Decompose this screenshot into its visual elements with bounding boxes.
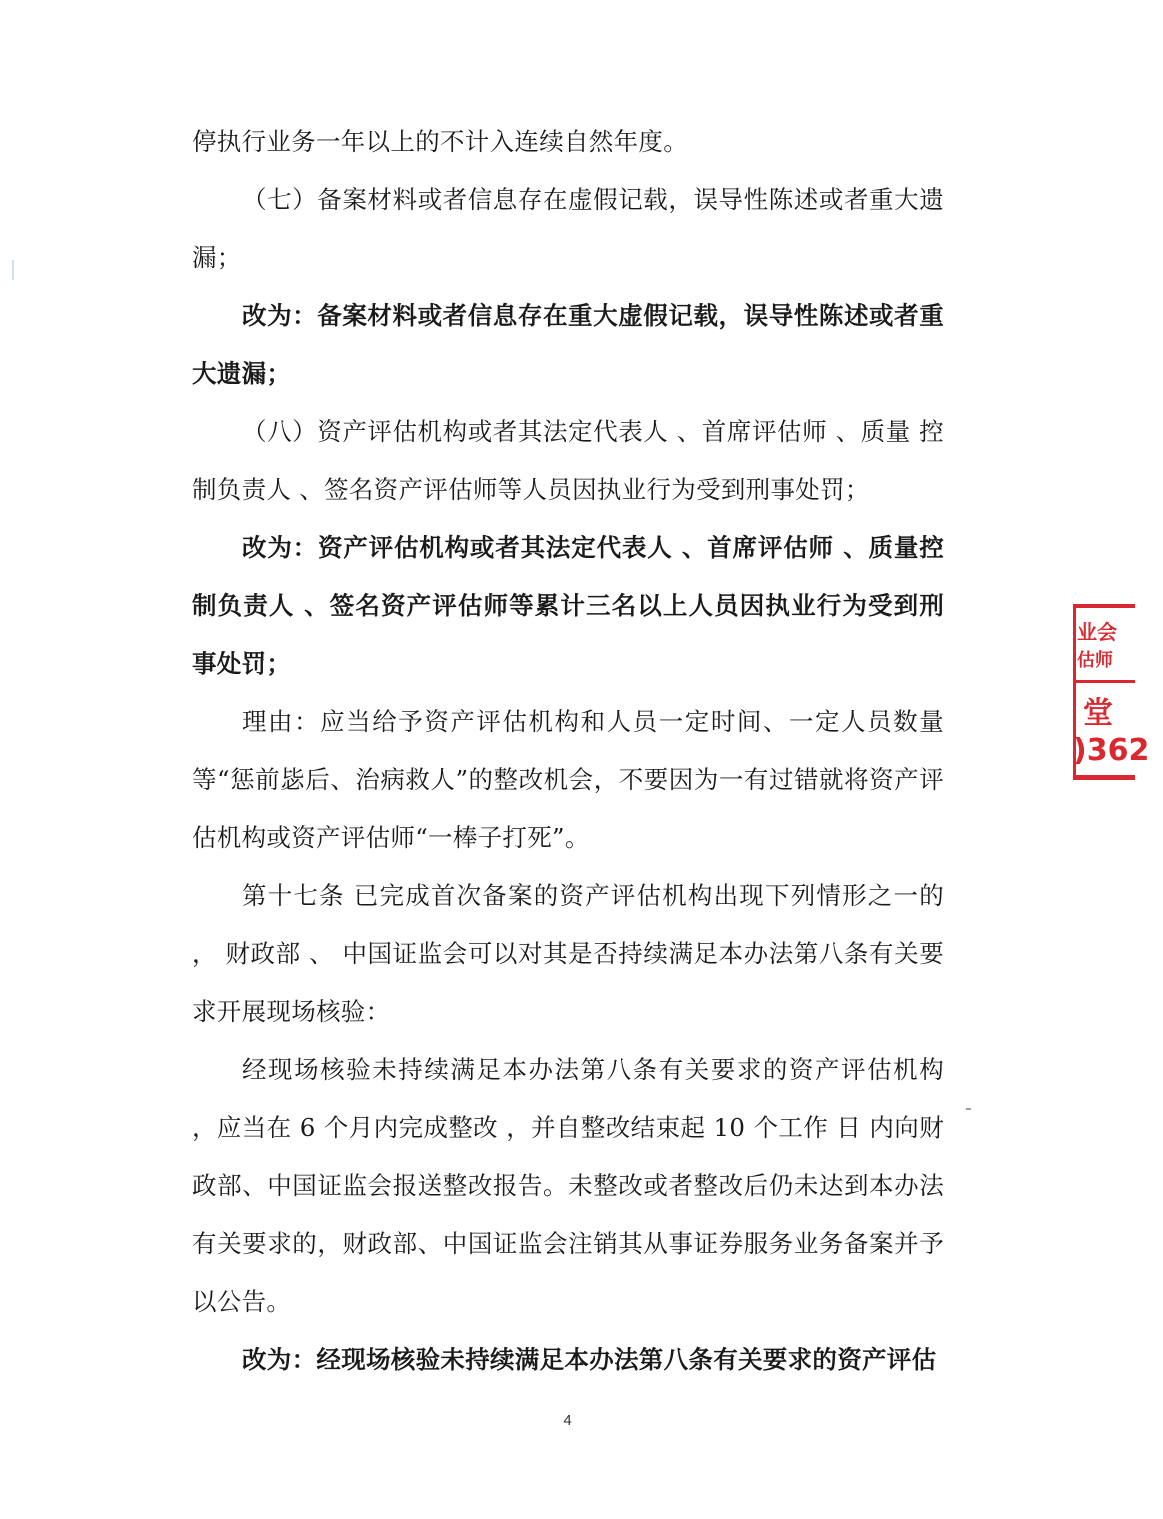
paragraph-amendment-8: 改为：资产评估机构或者其法定代表人 、首席评估师 、质量控制负责人 、签名资产评估师等累计三名以上人员因执业行为受到刑事处罚； — [192, 533, 944, 678]
paragraph-amendment-7: 改为：备案材料或者信息存在重大虚假记载，误导性陈述或者重大遗漏； — [192, 301, 944, 388]
seal-divider — [1073, 680, 1135, 683]
seal-text-line-3: 堂 — [1083, 696, 1113, 731]
paragraph-article-17: 第十七条 已完成首次备案的资产评估机构出现下列情形之一的 ， 财政部 、 中国证监会可以对其是否持续满足本办法第八条有关要求开展现场核验： — [192, 881, 944, 1026]
seal-text-line-4: )362 — [1073, 733, 1150, 768]
paragraph-item-8: （八）资产评估机构或者其法定代表人 、首席评估师 、质量 控制负责人 、签名资产评估师等人员因执业行为受到刑事处罚； — [192, 417, 944, 504]
seal-text-line-1: 业会 — [1077, 620, 1117, 644]
document-body — [192, 113, 944, 1389]
scan-artifact — [12, 260, 14, 280]
seal-text-line-2: 估师 — [1077, 650, 1113, 671]
page-number: 4 — [563, 1412, 572, 1429]
seal-stamp — [1073, 604, 1150, 780]
paragraph-reason: 理由：应当给予资产评估机构和人员一定时间、一定人员数量等“惩前毖后、治病救人”的整改机会，不要因为一有过错就将资产评估机构或资产评估师“一棒子打死”。 — [192, 707, 944, 852]
paragraph-item-7: （七）备案材料或者信息存在虚假记载，误导性陈述或者重大遗漏； — [192, 185, 944, 272]
paragraph-verification: 经现场核验未持续满足本办法第八条有关要求的资产评估机构 ，应当在 6 个月内完成整改 ，并自整改结束起 10 个工作 日 内向财政部、中国证监会报送整改报告。未整改或者整改后仍未达到本办法有关要求的，财政部、中国证监会注销其从事证券服务业务备案并予以公告。 — [192, 1055, 944, 1316]
scan-artifact-dot — [966, 1108, 971, 1110]
paragraph-continuation: 停执行业务一年以上的不计入连续自然年度。 — [192, 127, 688, 156]
paragraph-amendment-verification: 改为：经现场核验未持续满足本办法第八条有关要求的资产评估 — [242, 1345, 937, 1374]
